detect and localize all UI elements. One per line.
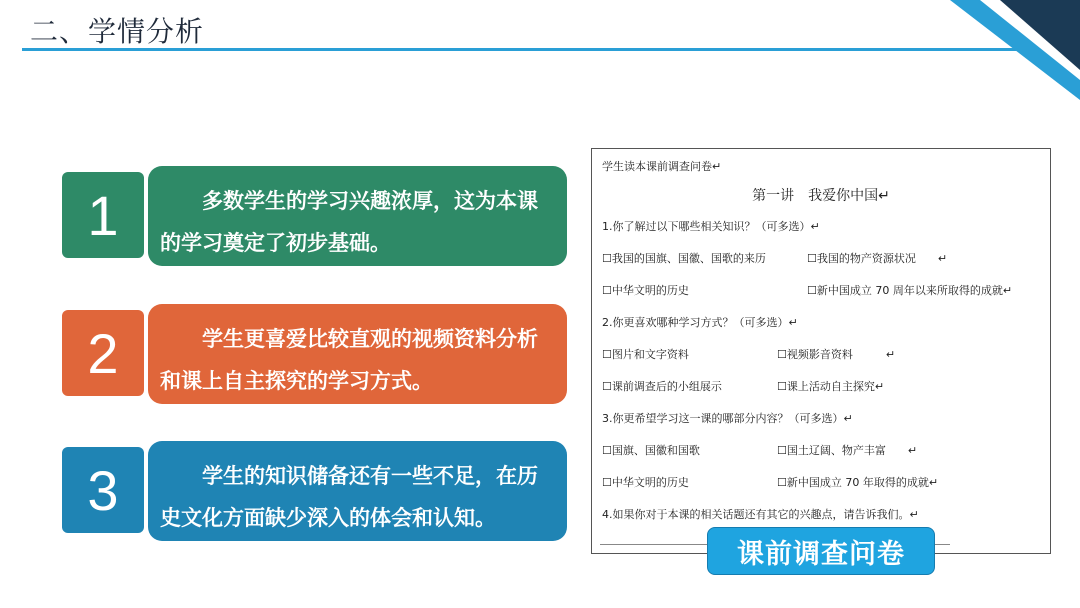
point-text: 学生更喜爱比较直观的视频资料分析和课上自主探究的学习方式。	[148, 304, 567, 404]
point-number: 1	[62, 172, 144, 258]
survey-option: ☐国土辽阔、物产丰富 ↵	[777, 444, 918, 457]
survey-option: ☐国旗、国徽和国歌	[602, 444, 700, 457]
survey-badge: 课前调查问卷	[707, 527, 935, 575]
survey-option: ☐课前调查后的小组展示	[602, 380, 722, 393]
survey-question: 2.你更喜欢哪种学习方式？（可多选）↵	[602, 316, 798, 329]
point-3	[62, 441, 567, 541]
survey-option: ☐中华文明的历史	[602, 476, 689, 489]
point-number: 2	[62, 310, 144, 396]
survey-option: ☐新中国成立 70 周年以来所取得的成就↵	[807, 284, 1013, 297]
survey-option: ☐我国的物产资源状况 ↵	[807, 252, 948, 265]
survey-document	[591, 148, 1051, 554]
survey-option: ☐中华文明的历史	[602, 284, 689, 297]
point-text: 多数学生的学习兴趣浓厚，这为本课的学习奠定了初步基础。	[148, 166, 567, 266]
title-underline	[22, 48, 1070, 51]
page-title: 二、学情分析	[30, 15, 205, 48]
point-2	[62, 304, 567, 404]
survey-title: 第一讲 我爱你中国↵	[752, 188, 890, 204]
survey-option: ☐我国的国旗、国徽、国歌的来历	[602, 252, 766, 265]
survey-question: 3.你更希望学习这一课的哪部分内容？（可多选）↵	[602, 412, 853, 425]
survey-header: 学生读本课前调查问卷↵	[602, 160, 722, 173]
survey-question: 4.如果你对于本课的相关话题还有其它的兴趣点，请告诉我们。↵	[602, 508, 919, 521]
survey-option: ☐新中国成立 70 年取得的成就↵	[777, 476, 939, 489]
point-number: 3	[62, 447, 144, 533]
point-1	[62, 166, 567, 266]
survey-option: ☐课上活动自主探究↵	[777, 380, 885, 393]
survey-option: ☐图片和文字资料	[602, 348, 689, 361]
survey-question: 1.你了解过以下哪些相关知识？（可多选）↵	[602, 220, 820, 233]
point-text: 学生的知识储备还有一些不足，在历史文化方面缺少深入的体会和认知。	[148, 441, 567, 541]
survey-option: ☐视频影音资料 ↵	[777, 348, 896, 361]
corner-decoration	[940, 0, 1080, 100]
